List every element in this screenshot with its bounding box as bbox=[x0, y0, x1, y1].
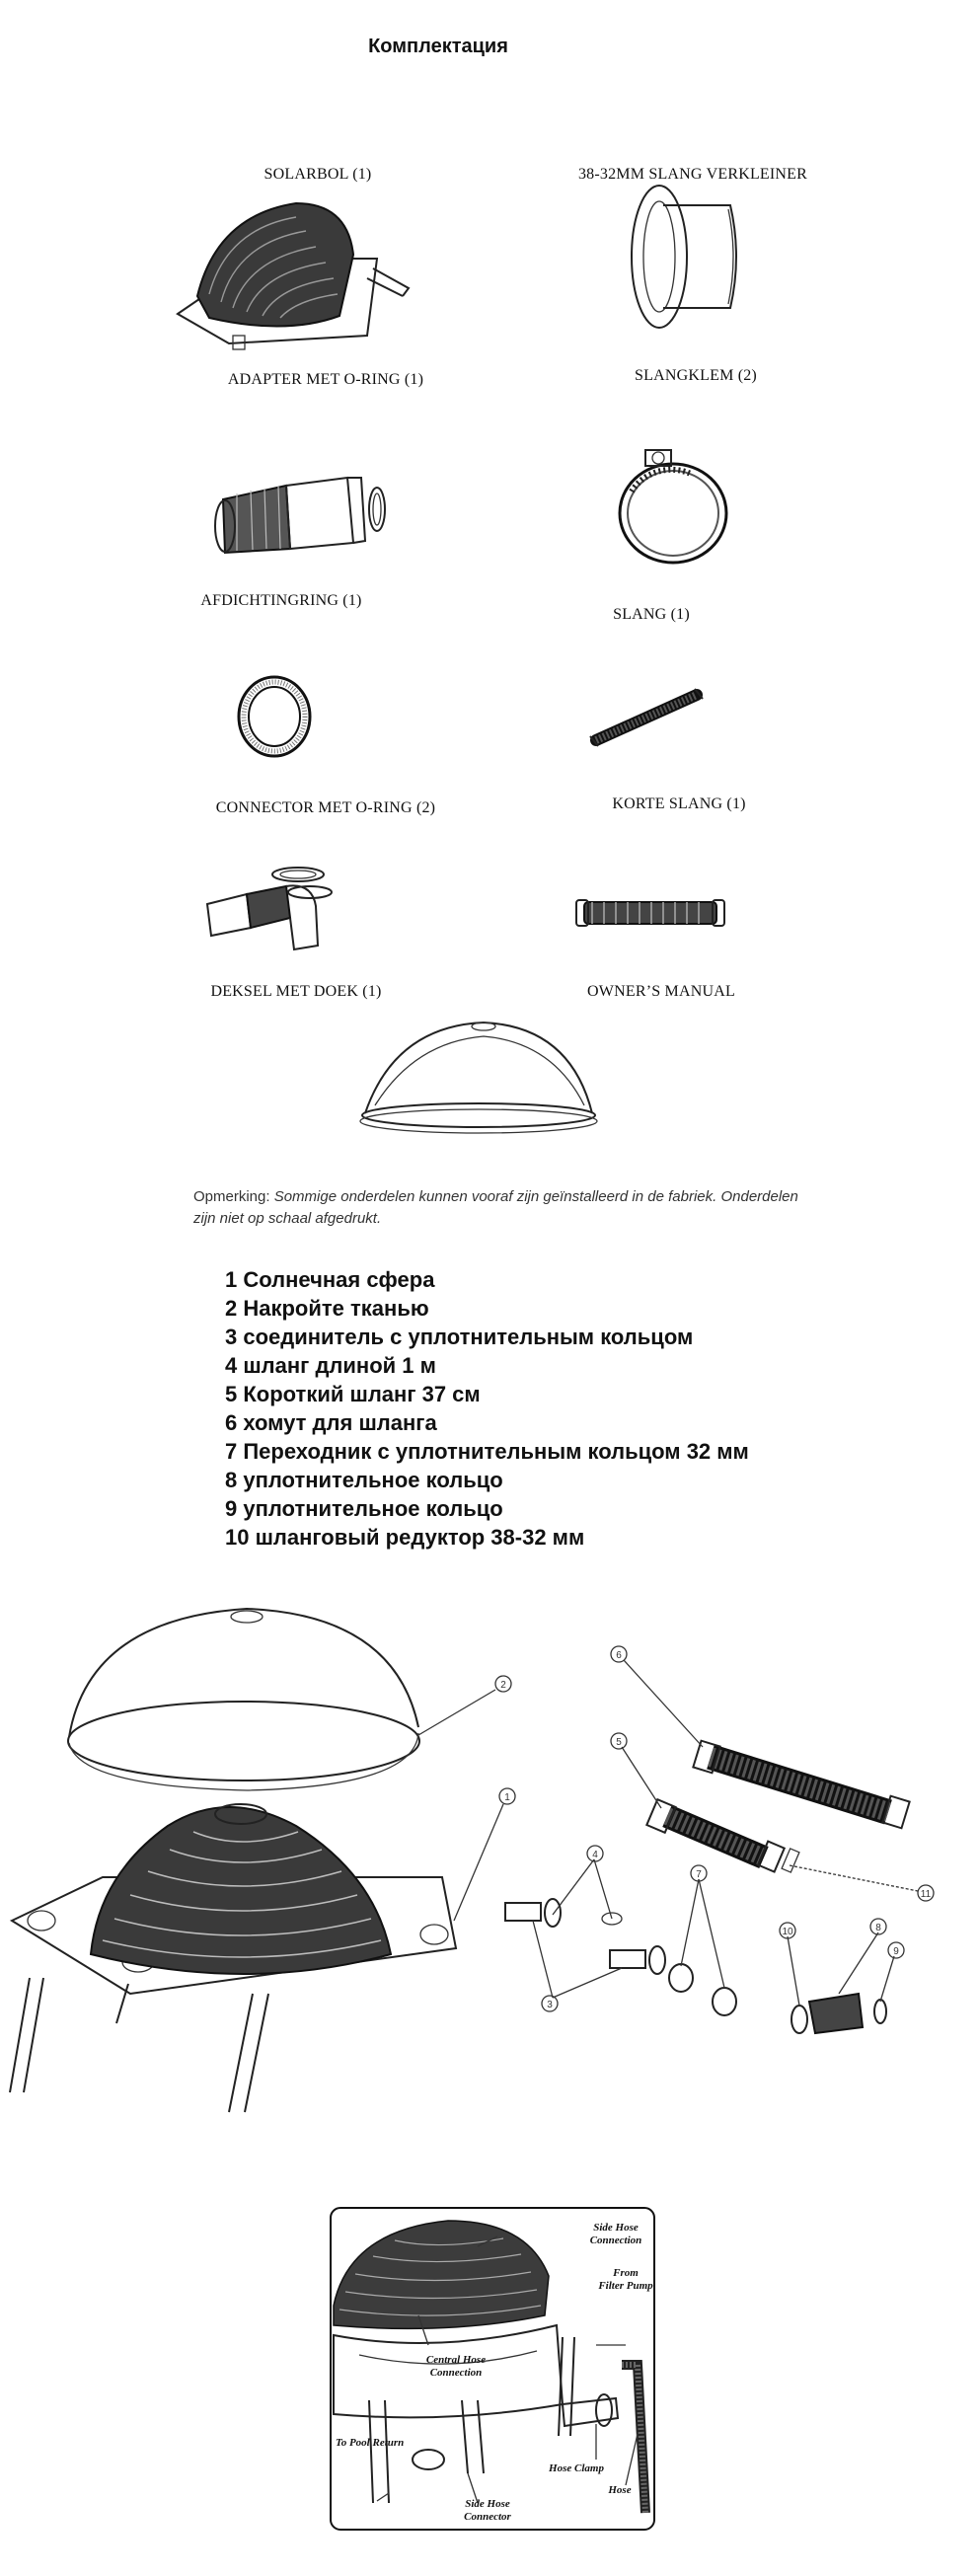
label-slang-verkleiner: 38-32MM SLANG VERKLEINER bbox=[577, 166, 808, 183]
list-item: 3 соединитель с уплотнительным кольцом bbox=[225, 1325, 694, 1349]
callout-1: 1 bbox=[504, 1792, 510, 1803]
list-item: 5 Короткий шланг 37 см bbox=[225, 1382, 481, 1406]
diag-side-hose-connector-1: Side Hose bbox=[465, 2498, 510, 2510]
label-korte-slang: KORTE SLANG (1) bbox=[612, 796, 746, 812]
exploded-diagram bbox=[0, 1579, 979, 2132]
exploded-hoses bbox=[622, 1660, 918, 1891]
list-item: 7 Переходник с уплотнительным кольцом 32 мм bbox=[225, 1439, 749, 1464]
connector-illustration bbox=[207, 868, 332, 949]
korte-slang-illustration bbox=[576, 900, 724, 926]
slang-illustration bbox=[590, 689, 703, 746]
label-afdichtingring: AFDICHTINGRING (1) bbox=[200, 592, 362, 609]
label-deksel: DEKSEL MET DOEK (1) bbox=[210, 983, 382, 1000]
exploded-coil bbox=[91, 1804, 503, 1974]
callout-8: 8 bbox=[875, 1923, 881, 1933]
exploded-cover-dome bbox=[68, 1609, 495, 1790]
callout-6: 6 bbox=[616, 1650, 622, 1661]
page-title: Комплектация bbox=[368, 36, 508, 57]
adapter-illustration bbox=[215, 478, 385, 553]
deksel-illustration bbox=[360, 1023, 597, 1133]
slangklem-illustration bbox=[620, 450, 726, 563]
installation-diagram bbox=[330, 2207, 655, 2533]
callout-3: 3 bbox=[547, 2000, 553, 2010]
solarbol-illustration bbox=[178, 203, 409, 349]
diag-from-filter-pump-1: From bbox=[613, 2267, 639, 2279]
callout-11: 11 bbox=[920, 1889, 932, 1900]
diag-side-hose-connector-2: Connector bbox=[464, 2511, 511, 2523]
reducer-illustration bbox=[632, 186, 736, 328]
diag-to-pool-return: To Pool Return bbox=[336, 2437, 405, 2449]
list-item: 8 уплотнительное кольцо bbox=[225, 1468, 503, 1492]
exploded-connectors bbox=[505, 1859, 894, 2033]
label-solarbol: SOLARBOL (1) bbox=[264, 166, 372, 183]
callout-2: 2 bbox=[500, 1680, 506, 1691]
diag-hose: Hose bbox=[608, 2484, 632, 2496]
callout-10: 10 bbox=[782, 1927, 793, 1937]
callout-7: 7 bbox=[696, 1869, 702, 1880]
callout-5: 5 bbox=[616, 1737, 622, 1748]
note-line2: zijn niet op schaal afgedrukt. bbox=[193, 1210, 382, 1227]
list-item: 4 шланг длиной 1 м bbox=[225, 1353, 436, 1378]
list-item: 1 Солнечная сфера bbox=[225, 1267, 435, 1292]
diag-side-hose-connection-1: Side Hose bbox=[593, 2222, 639, 2234]
diag-central-hose-1: Central Hose bbox=[425, 2354, 487, 2366]
list-item: 6 хомут для шланга bbox=[225, 1410, 437, 1435]
list-item: 2 Накройте тканью bbox=[225, 1296, 429, 1321]
callout-9: 9 bbox=[893, 1946, 899, 1957]
diag-from-filter-pump-2: Filter Pump bbox=[598, 2280, 653, 2292]
diag-hose-clamp: Hose Clamp bbox=[549, 2462, 604, 2474]
label-adapter: ADAPTER MET O-RING (1) bbox=[227, 371, 424, 388]
label-connector: CONNECTOR MET O-RING (2) bbox=[215, 799, 436, 816]
afdichtingring-illustration bbox=[239, 677, 310, 756]
note-text bbox=[193, 1186, 865, 1230]
note-line1: Sommige onderdelen kunnen vooraf zijn geïnstalleerd in de fabriek. Onderdelen bbox=[273, 1188, 798, 1205]
list-item: 10 шланговый редуктор 38-32 мм bbox=[225, 1525, 585, 1550]
label-slang: SLANG (1) bbox=[613, 606, 690, 623]
list-item: 9 уплотнительное кольцо bbox=[225, 1496, 503, 1521]
label-slangklem: SLANGKLEM (2) bbox=[635, 367, 757, 384]
diag-central-hose-2: Connection bbox=[429, 2367, 483, 2379]
components-illustrations bbox=[0, 0, 979, 1184]
parts-list bbox=[225, 1265, 749, 1552]
label-owners-manual: OWNER’S MANUAL bbox=[587, 983, 735, 1000]
callout-4: 4 bbox=[592, 1850, 598, 1860]
diag-side-hose-connection-2: Connection bbox=[589, 2235, 642, 2246]
note-prefix: Opmerking: bbox=[193, 1188, 274, 1205]
